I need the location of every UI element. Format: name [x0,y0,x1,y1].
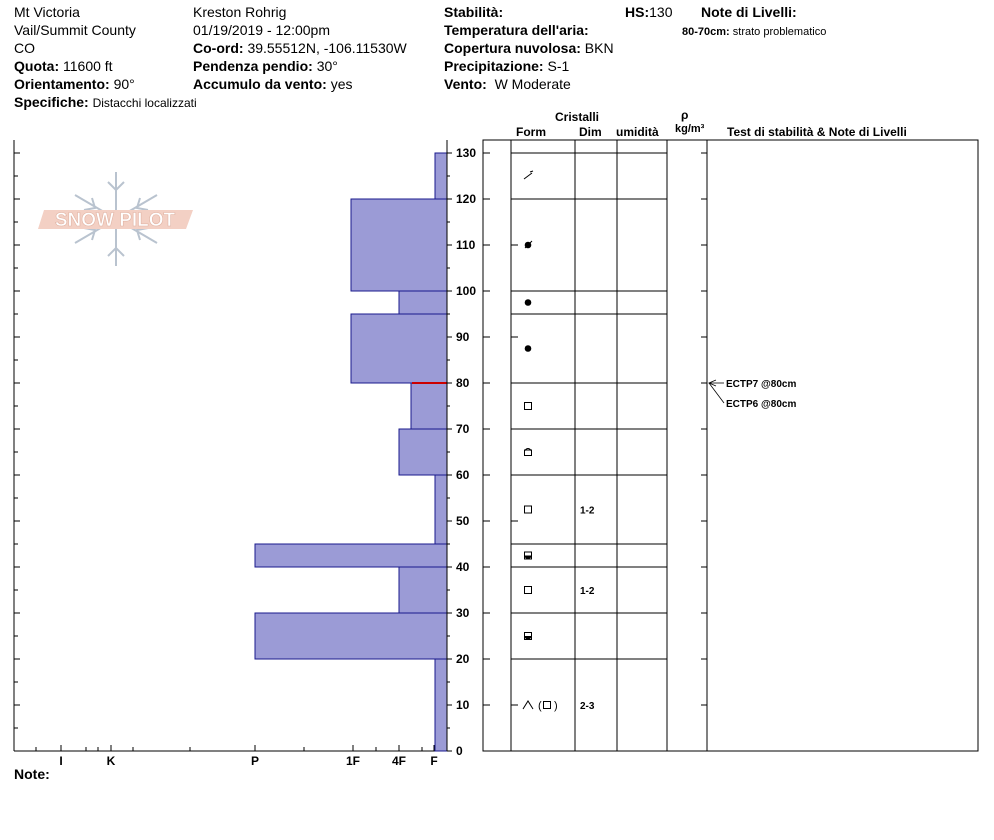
axis-label-20: 20 [456,652,470,666]
axis-label-100: 100 [456,284,477,298]
crystal-depth-hoar-with-facets-icon [523,700,558,712]
moisture-header: umidità [616,125,659,139]
region-name: Vail/Summit County [14,22,136,38]
coordinates-label: Co-ord: [193,40,244,56]
density-unit: kg/m³ [675,123,705,135]
hardness-ticks [36,745,441,768]
specifics-label: Specifiche: [14,94,89,110]
sky-value: BKN [584,40,614,56]
hardness-bar-6 [435,475,447,544]
svg-text:(: ( [538,700,542,712]
crystal-faceted-icon [525,506,532,513]
layer-notes-title: Note di Livelli: [701,4,797,20]
hardness-label-I: I [59,754,63,768]
table-height-ticks [483,153,707,751]
crystals-header: Cristalli [555,110,600,124]
sky-label: Copertura nuvolosa: [444,40,581,56]
elevation-label: Quota: [14,58,60,74]
observer-name: Kreston Rohrig [193,4,287,20]
stability-test-0: ECTP7 @80cm [726,379,797,390]
hardness-label-K: K [106,754,116,768]
svg-text:): ) [554,700,558,712]
height-axis [447,146,476,758]
test-leader-1 [709,383,724,403]
hardness-label-4F: 4F [391,754,407,768]
crystal-rounded-icon [525,345,532,352]
tests-notes-header: Test di stabilità & Note di Livelli [727,125,907,139]
crystal-faceted-icon [525,403,532,410]
stability-label: Stabilità: [444,4,504,20]
wind-loading-value: yes [330,76,353,92]
slope-value: 30° [316,58,338,74]
hardness-bar-4 [411,383,447,429]
form-header: Form [516,125,546,139]
aspect-value: 90° [113,76,135,92]
crystal-size-8: 1-2 [580,586,595,597]
crystal-size-6: 1-2 [580,505,595,517]
crystal-faceting-rounded-icon [525,633,532,640]
wind-value: W Moderate [494,76,571,92]
layer-note-depth: 80-70cm: [682,26,730,38]
wind-label: Vento: [444,76,487,92]
axis-label-30: 30 [456,606,470,620]
hardness-bar-0 [435,153,447,199]
crystal-faceting-rounded-icon [525,552,532,559]
hardness-bar-5 [399,429,447,475]
hardness-bar-1 [351,199,447,291]
density-symbol: ρ [681,108,689,122]
hardness-bar-7 [255,544,447,567]
crystal-size-10: 2-3 [580,701,595,712]
axis-label-120: 120 [456,192,477,206]
crystal-rounding-faceted-icon [525,449,532,456]
axis-label-110: 110 [456,238,476,252]
slope-label: Pendenza pendio: [193,58,313,74]
crystal-rounded-icon [525,299,532,306]
wind-loading-label: Accumulo da vento: [193,76,327,92]
axis-label-60: 60 [456,468,470,482]
stability-tests [709,379,796,410]
elevation-value: 11600 ft [63,58,113,74]
hardness-bar-3 [351,314,447,383]
left-height-ticks [14,153,20,751]
coordinates-value: 39.55512N, -106.11530W [247,40,407,56]
size-header: Dim [579,125,602,139]
axis-label-40: 40 [456,560,470,574]
stability-test-1: ECTP6 @80cm [726,399,797,410]
hardness-bar-8 [399,567,447,613]
hs-label: HS: [625,4,650,20]
hs-value: 130 [649,4,673,20]
hardness-label-F: F [430,754,438,768]
axis-label-10: 10 [456,698,470,712]
snow-pilot-logo [38,172,193,266]
notes-label: Note: [14,766,50,782]
air-temp-label: Temperatura dell'aria: [444,22,589,38]
crystal-faceted-icon [525,587,532,594]
axis-label-0: 0 [456,744,463,758]
axis-label-90: 90 [456,330,470,344]
hardness-bar-2 [399,291,447,314]
specifics-value: Distacchi localizzati [92,96,197,110]
crystal-decomposing-fragment-icon [525,241,532,248]
hardness-label-P: P [250,754,260,768]
crystal-symbols [523,171,595,712]
axis-label-70: 70 [456,422,470,436]
crystal-precip-particle-icon [524,171,533,179]
precip-value: S-1 [547,58,570,74]
axis-label-130: 130 [456,146,477,160]
observation-datetime: 01/19/2019 - 12:00pm [193,22,330,38]
axis-label-50: 50 [456,514,470,528]
state-name: CO [14,40,35,56]
axis-label-80: 80 [456,376,470,390]
hardness-bar-10 [435,659,447,751]
precip-label: Precipitazione: [444,58,544,74]
hardness-bar-9 [255,613,447,659]
hardness-label-1F: 1F [345,754,361,768]
hardness-bars [255,153,447,751]
logo-text: SNOW PILOT [54,210,176,231]
aspect-label: Orientamento: [14,76,110,92]
location-name: Mt Victoria [14,4,80,20]
layer-boundary-lines [511,153,667,659]
layer-note-text: strato problematico [732,26,827,38]
